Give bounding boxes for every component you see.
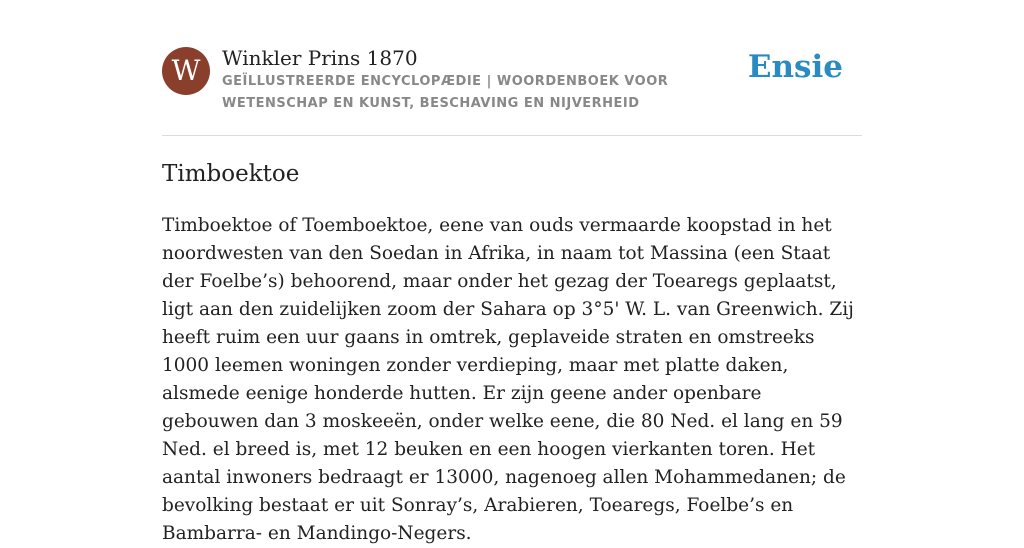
- brand-logo-link[interactable]: Ensie: [747, 49, 843, 85]
- source-subtitle: GEÏLLUSTREERDE ENCYCLOPÆDIE | WOORDENBOEK VOOR WETENSCHAP EN KUNST, BESCHAVING EN NIJVERHEID: [222, 74, 669, 111]
- entry-body: Timboektoe of Toemboektoe, eene van ouds vermaarde koopstad in het noordwesten van den Soedan in Afrika, in naam tot Massina (een Staat der Foelbe’s) behoorend, maar onder het gezag der Toearegs geplaatst, ligt aan den zuidelijken zoom der Sahara op 3°5' W. L. van Greenwich. Zij heeft ruim een uur gaans in omtrek, geplaveide straten en omstreeks 1000 leemen woningen zonder verdieping, maar met platte daken, alsmede eenige honderde hutten. Er zijn geene ander openbare gebouwen dan 3 moskeeën, onder welke eene, die 80 Ned. el lang en 59 Ned. el breed is, met 12 beuken en een hoogen vierkanten toren. Het aantal inwoners bedraagt er 13000, nagenoeg allen Mohammedanen; de bevolking bestaat er uit Sonray’s, Arabieren, Toearegs, Foelbe’s en Bambarra- en Mandingo-Negers.: [162, 215, 854, 544]
- entry-title: Timboektoe: [162, 161, 300, 187]
- header: [162, 45, 862, 135]
- source-title[interactable]: Winkler Prins 1870: [222, 46, 418, 70]
- divider: [162, 135, 862, 136]
- avatar[interactable]: W: [162, 47, 210, 95]
- source-info: [222, 45, 762, 115]
